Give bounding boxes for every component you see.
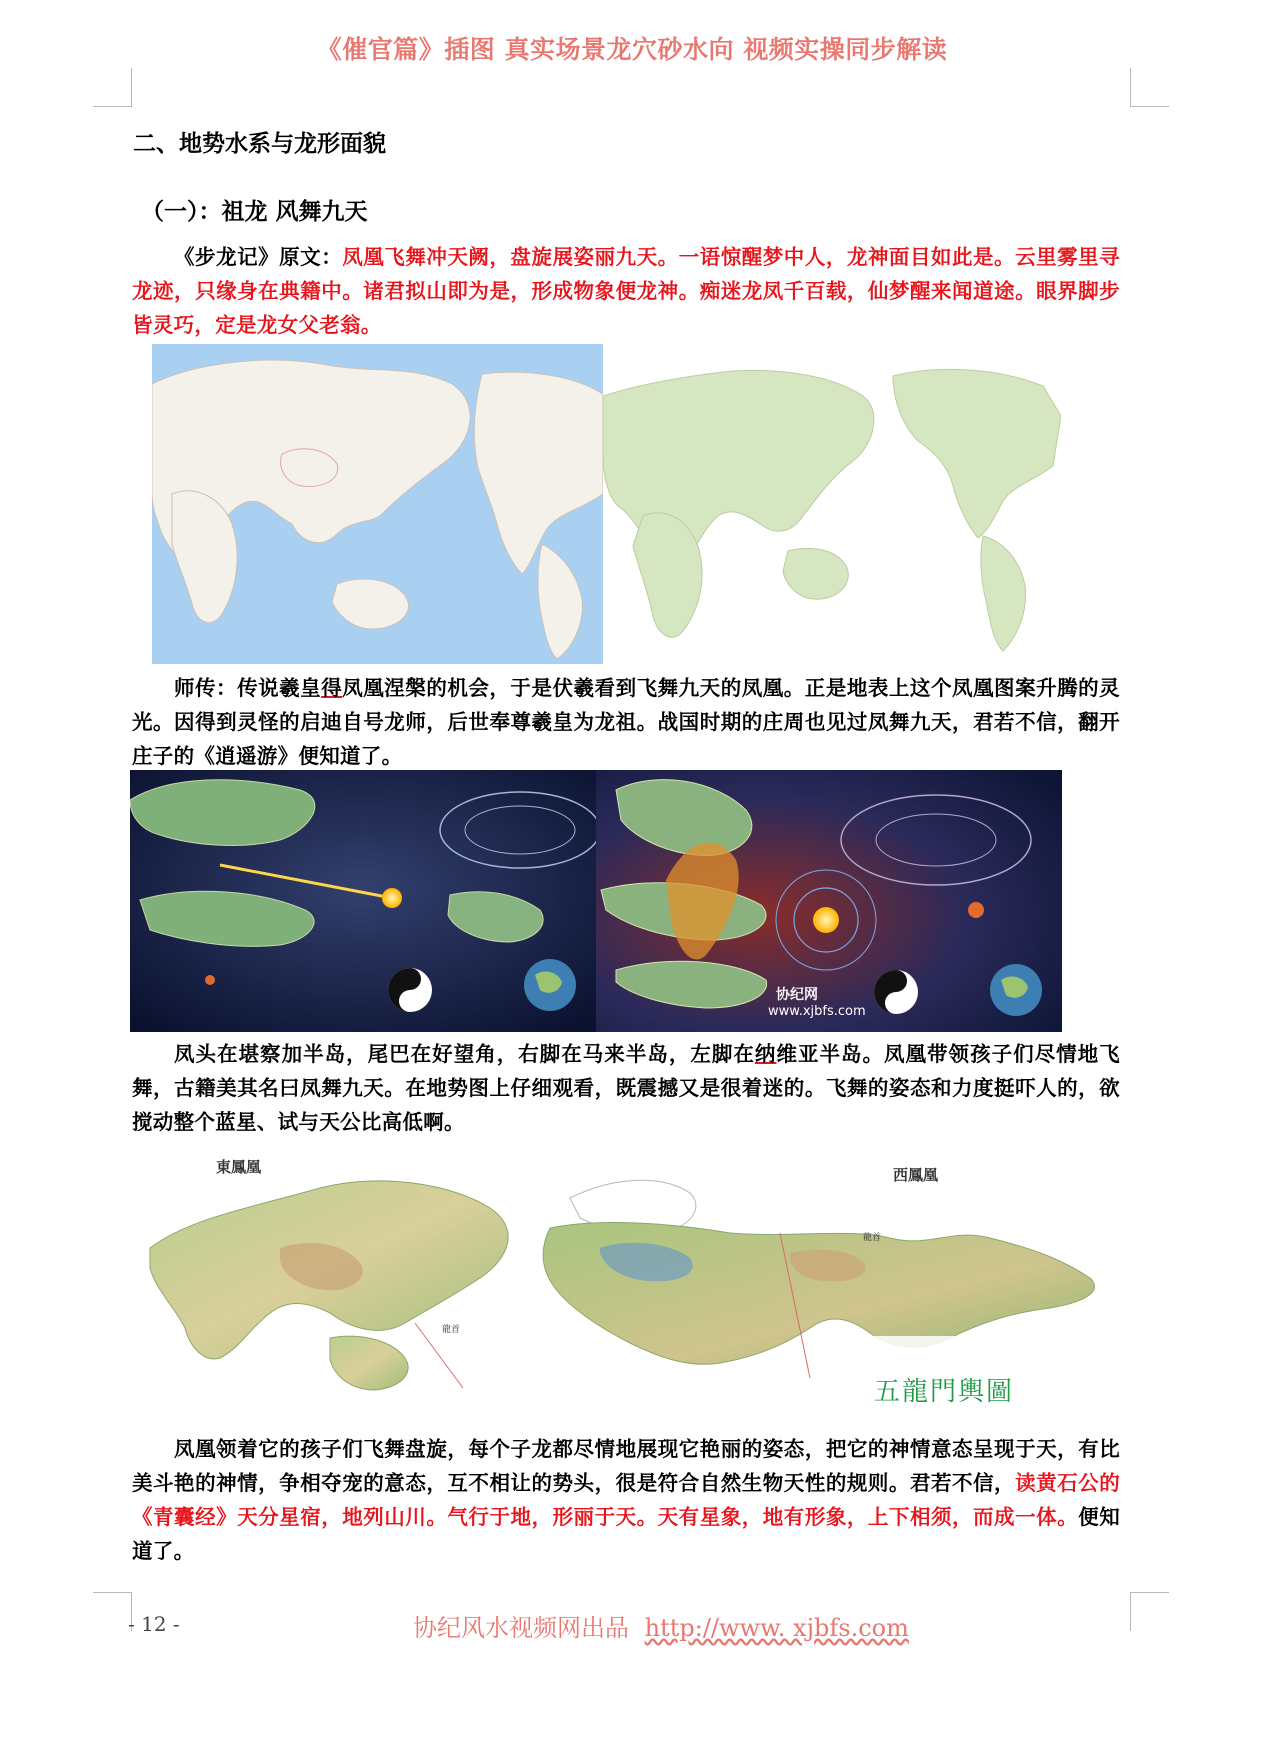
world-map-left-drawing <box>152 344 603 664</box>
page-number: - 12 - <box>128 1612 180 1636</box>
paragraph-4-quote: 读黄石公的《青囊经》天分星宿，地列山川。气行于地，形丽于天。天有星象，地有形象，上下相须，而成一体。 <box>132 1471 1120 1529</box>
map-stamp-label: 五龍門輿圖 <box>874 1377 1015 1407</box>
paragraph-2-part-b: 凤凰涅槃的机会，于是伏羲看到飞舞九天的凤凰。正是地表上这个凤凰图案升腾的灵光。因得到灵怪的启迪自号龙师，后世奉尊羲皇为龙祖。战国时期的庄周也见过凤舞九天，君若不信，翻开庄子的《逍遥游》便知道了。 <box>132 676 1120 768</box>
paragraph-4-tail: 便知道了。 <box>132 1505 1120 1563</box>
paragraph-4 <box>132 1432 1120 1568</box>
phoenix-terrain-map-image <box>130 1138 1121 1428</box>
cosmic-map-image-right <box>596 770 1062 1032</box>
paragraph-3-part-a: 凤头在堪察加半岛，尾巴在好望角，右脚在马来半岛，左脚在 <box>174 1042 755 1066</box>
subsection-heading: （一）：祖龙 风舞九天 <box>141 198 368 225</box>
footer-credit <box>413 1608 909 1643</box>
map-label-dragon-head-left: 龍首 <box>442 1325 461 1335</box>
world-map-right-drawing <box>603 356 1061 656</box>
paragraph-2 <box>132 671 1120 773</box>
crop-mark-bottom-right <box>1130 1592 1169 1631</box>
paragraph-3 <box>132 1037 1120 1139</box>
watermark-site-url: www.xjbfs.com <box>768 1004 866 1019</box>
cosmic-map-left-drawing <box>130 770 596 1032</box>
document-header-title: 《催官篇》插图 真实场景龙穴砂水向 视频实操同步解读 <box>316 35 948 64</box>
cosmic-map-right-drawing <box>596 770 1062 1032</box>
map-label-west-phoenix: 西鳳凰 <box>893 1166 939 1184</box>
crop-mark-top-right <box>1130 68 1169 107</box>
paragraph-2-part-a: 师传：传说羲皇 <box>174 676 322 700</box>
paragraph-3-part-b: 维亚半岛。凤凰带领孩子们尽情地飞舞，古籍美其名曰凤舞九天。在地势图上仔细观看，既震撼又是很着迷的。飞舞的姿态和力度挺吓人的，欲搅动整个蓝星、试与天公比高低啊。 <box>132 1042 1120 1134</box>
cosmic-map-image-left <box>130 770 596 1032</box>
map-label-dragon-head-right: 龍首 <box>863 1233 882 1243</box>
world-map-image-right <box>603 356 1061 656</box>
paragraph-3-underlined: 纳 <box>754 1042 777 1066</box>
map-label-east-phoenix: 東鳳凰 <box>216 1158 262 1176</box>
footer-credit-text: 协纪风水视频网出品 <box>413 1614 629 1642</box>
crop-mark-bottom-left <box>93 1592 132 1631</box>
paragraph-1 <box>132 240 1120 342</box>
paragraph-1-prefix: 《步龙记》原文： <box>174 245 343 269</box>
section-heading: 二、地势水系与龙形面貌 <box>133 130 386 157</box>
footer-url-link[interactable]: http://www. xjbfs.com <box>644 1614 909 1642</box>
paragraph-1-quote: 凤凰飞舞冲天阙，盘旋展姿丽九天。一语惊醒梦中人，龙神面目如此是。云里雾里寻龙迹，只缘身在典籍中。诸君拟山即为是，形成物象便龙神。痴迷龙凤千百载，仙梦醒来闻道途。眼界脚步皆灵巧，定是龙女父老翁。 <box>132 245 1120 337</box>
world-map-image-left <box>152 344 603 664</box>
paragraph-4-body: 凤凰领着它的孩子们飞舞盘旋，每个子龙都尽情地展现它艳丽的姿态，把它的神情意态呈现于天，有比美斗艳的神情，争相夺宠的意态，互不相让的势头，很是符合自然生物天性的规则。君若不信， <box>132 1437 1120 1495</box>
paragraph-2-underlined: 得 <box>321 676 343 700</box>
crop-mark-top-left <box>93 68 132 107</box>
watermark-site-name: 协纪网 <box>776 987 818 1003</box>
